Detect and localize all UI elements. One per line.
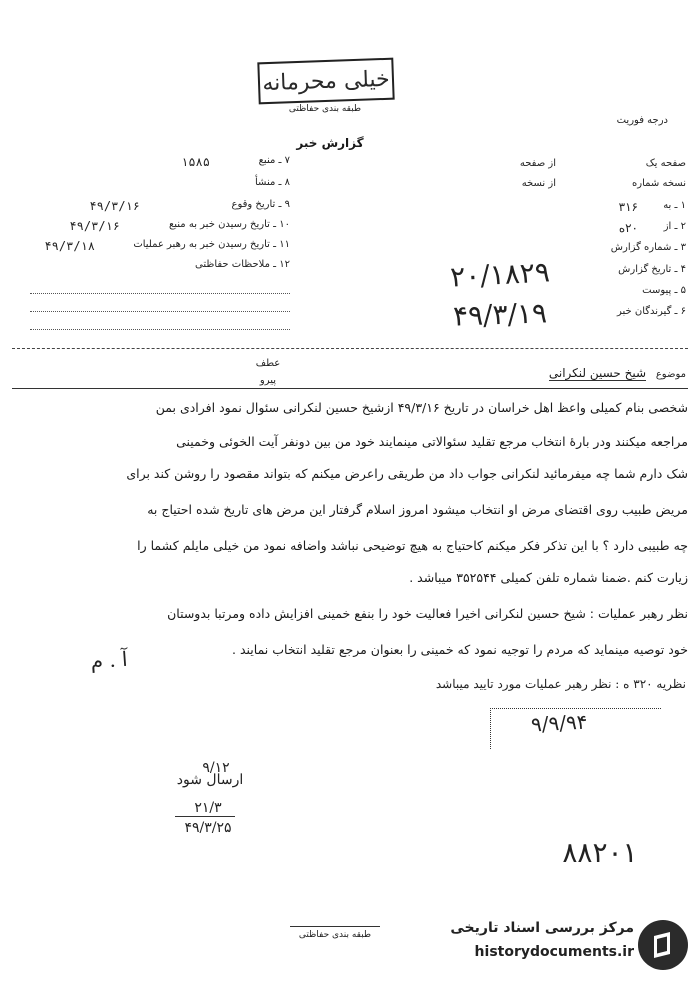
field-copy: نسخه شماره از نسخه: [521, 178, 686, 189]
watermark: [432, 916, 692, 976]
follow-up-label: پیرو: [259, 375, 277, 386]
classification-label: طبقه بندی حفاظتی: [288, 104, 362, 114]
doc-title: گزارش خبر: [296, 136, 364, 150]
subject: [486, 366, 686, 380]
field-report-number: ۳ ـ شماره گزارش: [610, 242, 686, 253]
priority-label: درجه فوریت: [616, 115, 668, 126]
field-report-date: ۴ ـ تاریخ گزارش: [618, 264, 686, 275]
body-line-2: مراجعه میکنند ودر بارۀ انتخاب مرجع تقلید سئوالاتی مینمایند خود من بین دونفر آیت الخوئی وخمینی: [176, 434, 688, 449]
classification-stamp: [257, 58, 394, 105]
body-line-6: زیارت کنم .ضمنا شماره تلفن کمیلی ۳۵۲۵۴۴ میباشد .: [409, 570, 688, 585]
handwritten-report-number: ۲۰/۱۸۲۹: [449, 255, 551, 294]
left-note-1: ۹/۱۲: [202, 760, 230, 776]
body-line-1: شخصی بنام کمیلی واعظ اهل خراسان در تاریخ ۴۹/۳/۱۶ ازشیخ حسین لنکرانی سئوال نمود افرادی بمن: [155, 400, 688, 415]
watermark-title: مرکز بررسی اسناد تاریخی: [450, 920, 634, 936]
classification-stamp-text: خیلی محرمانه: [261, 66, 391, 96]
left-note-2: ارسال شود: [176, 772, 244, 788]
subject-value: شیخ حسین لنکرانی: [548, 366, 647, 380]
footer-classification-label: طبقه بندی حفاظتی: [298, 930, 372, 940]
field-to: ۱ ـ به ۳۱۶: [618, 200, 686, 214]
field-source: ۷ ـ منبع ۱۵۸۵: [181, 155, 290, 169]
handwritten-initials: آ . م: [89, 646, 129, 674]
fields-left: [20, 155, 290, 335]
signature-text: ۹/۹/۹۴: [530, 709, 589, 737]
body-line-3: شک دارم شما چه میفرمائید لنکرانی جواب داد من طریقی راعرض میکنم که بتواند مقصود را روشن کند برای: [126, 466, 688, 481]
file-number: ۸۸۲۰۱: [562, 836, 638, 869]
body-line-5: چه طبیبی دارد ؟ با این تذکر فکر میکنم کاحتیاج به هیچ توضیحی نباشد واضافه نمود من خیلی مایلم کشما را: [137, 538, 688, 553]
body-line-4: مریض طبیب روی اقتضای مرض او انتخاب میشود امروز اسلام گرفتار این مرض های تاریخ شده احتیاج به: [147, 502, 688, 517]
field-recipients: ۶ ـ گیرندگان خبر: [616, 306, 686, 317]
field-from: ۲ ـ از ۲۰ه: [618, 221, 686, 235]
left-note-4: ۴۹/۳/۲۵: [184, 820, 232, 836]
field-source-received-date: ۱۰ ـ تاریخ رسیدن خبر به منبع ۴۹/۳/۱۶: [69, 219, 290, 233]
opinion-line-1: نظر رهبر عملیات : شیخ حسین لنکرانی اخیرا فعالیت خود را بنفع خمینی افزایش داده ومرتبا بدوستان: [167, 606, 688, 621]
field-security-notes: ۱۲ ـ ملاحظات حفاظتی: [195, 259, 290, 270]
opinion-line-2: خود توصیه مینماید که مردم را توجیه نمود که خمینی را بعنوان مرجع تقلید انتخاب نمایند .: [232, 642, 688, 657]
archive-logo-icon: [638, 920, 688, 970]
reference-label: عطف: [255, 358, 281, 369]
field-attachment: ۵ ـ پیوست: [642, 285, 686, 296]
field-origin: ۸ ـ منشأ: [254, 177, 290, 188]
field-page: صفحه یک از صفحه: [519, 158, 686, 169]
handwritten-opinion-320: نظریه ۳۲۰ ه : نظر رهبر عملیات مورد تایید میباشد: [435, 677, 686, 691]
field-operations-received-date: ۱۱ ـ تاریخ رسیدن خبر به رهبر عملیات ۴۹/۳/۱۸: [44, 239, 290, 253]
subject-label: موضوع: [655, 369, 686, 380]
signature-box: [490, 708, 661, 749]
left-note-3: ۲۱/۳: [194, 800, 222, 816]
field-occurrence-date: ۹ ـ تاریخ وقوع ۴۹/۳/۱۶: [89, 199, 290, 213]
watermark-url: historydocuments.ir: [474, 944, 634, 960]
handwritten-report-date: ۴۹/۳/۱۹: [452, 296, 548, 333]
